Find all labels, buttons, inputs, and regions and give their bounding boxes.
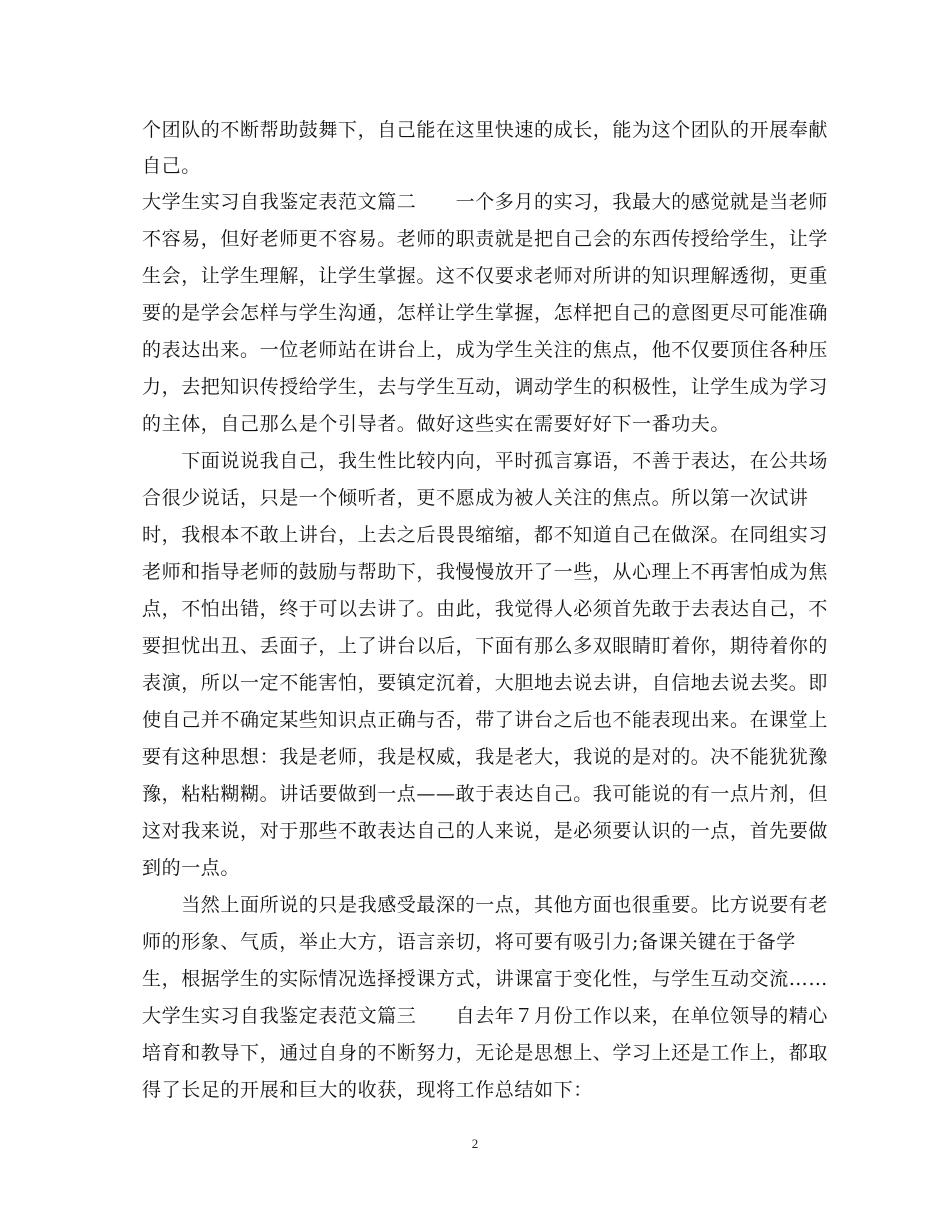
text-line: 生会，让学生理解，让学生掌握。这不仅要求老师对所讲的知识理解透彻，更重 xyxy=(142,265,829,287)
text-line: 老师和指导老师的鼓励与帮助下，我慢慢放开了一些，从心理上不再害怕成为焦 xyxy=(142,561,829,583)
text-line: 师的形象、气质，举止大方，语言亲切，将可要有吸引力;备课关键在于备学 xyxy=(142,931,796,953)
section-heading-line: 大学生实习自我鉴定表范文篇二 一个多月的实习，我最大的感觉就是当老师 xyxy=(142,191,829,213)
text-line: 表演，所以一定不能害怕，要镇定沉着，大胆地去说去讲，自信地去说去奖。即 xyxy=(142,672,829,694)
section-heading-line: 大学生实习自我鉴定表范文篇三 自去年７月份工作以来，在单位领导的精心 xyxy=(142,1005,829,1027)
text-line: 豫，粘粘糊糊。讲话要做到一点——敢于表达自己。我可能说的有一点片剂，但 xyxy=(142,783,829,805)
text-line: 时，我根本不敢上讲台，上去之后畏畏缩缩，都不知道自己在做深。在同组实习 xyxy=(142,524,829,546)
text-line: 要的是学会怎样与学生沟通，怎样让学生掌握，怎样把自己的意图更尽可能准确 xyxy=(142,302,829,324)
text-line: 到的一点。 xyxy=(142,857,241,879)
text-line: 生，根据学生的实际情况选择授课方式，讲课富于变化性，与学生互动交流…… xyxy=(142,968,829,990)
paragraph-start-line: 当然上面所说的只是我感受最深的一点，其他方面也很重要。比方说要有老 xyxy=(142,894,829,916)
text-line: 点，不怕出错，终于可以去讲了。由此，我觉得人必须首先敢于去表达自己，不 xyxy=(142,598,829,620)
text-line: 的表达出来。一位老师站在讲台上，成为学生关注的焦点，他不仅要顶住各种压 xyxy=(142,339,829,361)
text-line: 合很少说话，只是一个倾听者，更不愿成为被人关注的焦点。所以第一次试讲 xyxy=(142,487,809,509)
text-line: 的主体，自己那么是个引导者。做好这些实在需要好好下一番功夫。 xyxy=(142,413,731,435)
text-line: 要担忧出丑、丢面子，上了讲台以后，下面有那么多双眼睛盯着你，期待着你的 xyxy=(142,635,829,657)
text-line: 个团队的不断帮助鼓舞下，自己能在这里快速的成长，能为这个团队的开展奉献 xyxy=(142,119,829,141)
text-line: 培育和教导下，通过自身的不断努力，无论是思想上、学习上还是工作上，都取 xyxy=(142,1042,829,1064)
text-line: 不容易，但好老师更不容易。老师的职责就是把自己会的东西传授给学生，让学 xyxy=(142,228,829,250)
text-line: 得了长足的开展和巨大的收获，现将工作总结如下： xyxy=(142,1079,593,1101)
paragraph-start-line: 下面说说我自己，我生性比较内向，平时孤言寡语，不善于表达，在公共场 xyxy=(142,450,829,472)
text-line: 力，去把知识传授给学生，去与学生互动，调动学生的积极性，让学生成为学习 xyxy=(142,376,829,398)
page-number: 2 xyxy=(471,1136,479,1151)
text-line: 要有这种思想：我是老师，我是权威，我是老大，我说的是对的。决不能犹犹豫 xyxy=(142,746,829,768)
text-line: 自己。 xyxy=(142,155,201,177)
text-line: 这对我来说，对于那些不敢表达自己的人来说，是必须要认识的一点，首先要做 xyxy=(142,820,829,842)
text-line: 使自己并不确定某些知识点正确与否，带了讲台之后也不能表现出来。在课堂上 xyxy=(142,709,829,731)
